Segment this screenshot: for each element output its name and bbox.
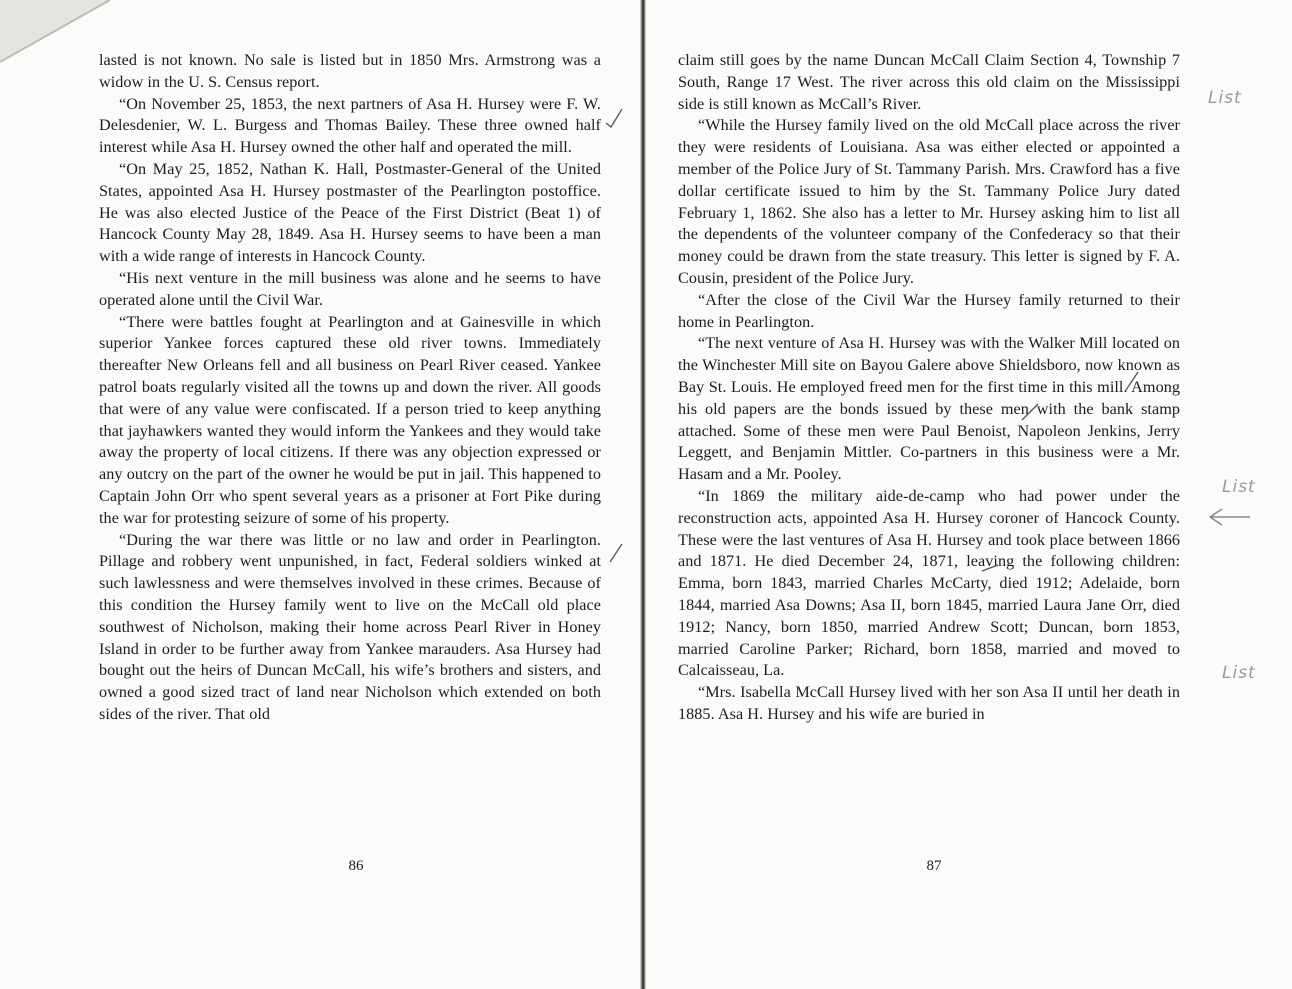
- paragraph: “There were battles fought at Pearlington and at Gainesville in which superior Yankee forces captured these old river towns. Immediately thereafter New Orleans fell and all business on Pearl River ceased. Yankee patrol boats regularly visited all the towns up and down the river. All goods that were of any value were confiscated. If a person tried to keep anything that jayhawkers wanted they would inform the Yankees and they would take away the property of local citizens. If there was any objection expressed or any outcry on the part of the owner he would be put in jail. This happened to Captain John Orr who spent several years as a prisoner at Fort Pike during the war for protesting seizure of some of his property.: [99, 312, 601, 527]
- book-gutter: [640, 0, 646, 989]
- handwritten-check-icon: [604, 107, 624, 129]
- paragraph: “On November 25, 1853, the next partners of Asa H. Hursey were F. W. Delesdenier, W. L. Burgess and Thomas Bailey. These three owned half interest while Asa H. Hursey owned the other half and operated the mill.: [99, 94, 601, 157]
- paragraph: “After the close of the Civil War the Hursey family returned to their home in Pearlington.: [678, 290, 1180, 331]
- left-page: [99, 50, 601, 726]
- paragraph: lasted is not known. No sale is listed but in 1850 Mrs. Armstrong was a widow in the U. S. Census report.: [99, 51, 601, 91]
- handwritten-check-icon: [1122, 370, 1142, 392]
- handwritten-check-icon: [1020, 400, 1040, 422]
- paragraph: claim still goes by the name Duncan McCall Claim Section 4, Township 7 South, Range 17 West. The river across this old claim on the Mississippi side is still known as McCall’s River.: [678, 51, 1180, 113]
- paragraph: “Mrs. Isabella McCall Hursey lived with her son Asa II until her death in 1885. Asa H. Hursey and his wife are buried in: [678, 683, 1180, 723]
- page-number-left: 86: [348, 858, 364, 874]
- handwritten-check-icon: [606, 542, 626, 564]
- left-arrow-icon: [1206, 505, 1252, 529]
- page-number-right: 87: [926, 858, 942, 874]
- paragraph: “In 1869 the military aide-de-camp who had power under the reconstruction acts, appointed Asa H. Hursey coroner of Hancock County. These were the last ventures of Asa H. Hursey and took place between 1866 and 1871. He died December 24, 1871, leaving the following children: Emma, born 1843, married Charles McCarty, died 1912; Adelaide, born 1844, married Asa Downs; Asa II, born 1845, married Laura Jane Orr, died 1912; Nancy, born 1850, married Andrew Scott; Duncan, born 1853, married Caroline Parker; Richard, born 1858, married and moved to Calcaisseau, La.: [678, 486, 1180, 680]
- paragraph: “On May 25, 1852, Nathan K. Hall, Postmaster-General of the United States, appointed Asa H. Hursey postmaster of the Pearlington postoffice. He was also elected Justice of the Peace of the First District (Beat 1) of Hancock County May 28, 1849. Asa H. Hursey seems to have been a man with a wide range of interests in Hancock County.: [99, 159, 601, 266]
- paragraph: “While the Hursey family lived on the old McCall place across the river they were residents of Louisiana. Asa was either elected or appointed a member of the Police Jury of St. Tammany Parish. Mrs. Crawford has a five dollar certificate issued to him by the St. Tammany Police Jury dated February 1, 1862. She also has a letter to Mr. Hursey asking him to list all the dependents of the volunteer company of the Confederacy so that their money could be drawn from the state treasury. This letter is signed by F. A. Cousin, president of the Police Jury.: [678, 116, 1180, 287]
- page-corner-fold: [0, 0, 110, 70]
- handwritten-margin-note: List: [1222, 477, 1256, 497]
- right-page: [678, 50, 1180, 726]
- handwritten-margin-note: List: [1222, 663, 1256, 683]
- paragraph: “During the war there was little or no law and order in Pearlington. Pillage and robbery went unpunished, in fact, Federal soldiers winked at such lawlessness and were themselves involved in these crimes. Because of this condition the Hursey family went to live on the McCall old place southwest of Nicholson, making their home across Pearl River in Honey Island in order to be further away from Yankee marauders. Asa Hursey had bought out the heirs of Duncan McCall, his wife’s brothers and sisters, and owned a good sized tract of land near Nicholson which extended on both sides of the river. That old: [99, 530, 601, 723]
- handwritten-margin-note: List: [1208, 88, 1242, 108]
- handwritten-check-icon: [980, 559, 1000, 581]
- paragraph: “His next venture in the mill business was alone and he seems to have operated alone until the Civil War.: [99, 268, 601, 309]
- paragraph: “The next venture of Asa H. Hursey was with the Walker Mill located on the Winchester Mill site on Bayou Galere above Shieldsboro, now known as Bay St. Louis. He employed freed men for the first time in this mill. Among his old papers are the bonds issued by these men with the bank stamp attached. Some of these men were Paul Benoist, Napoleon Jenkins, Jerry Leggett, and Benjamin Mittler. Co-partners in this business were a Mr. Hasam and a Mr. Pooley.: [678, 334, 1180, 484]
